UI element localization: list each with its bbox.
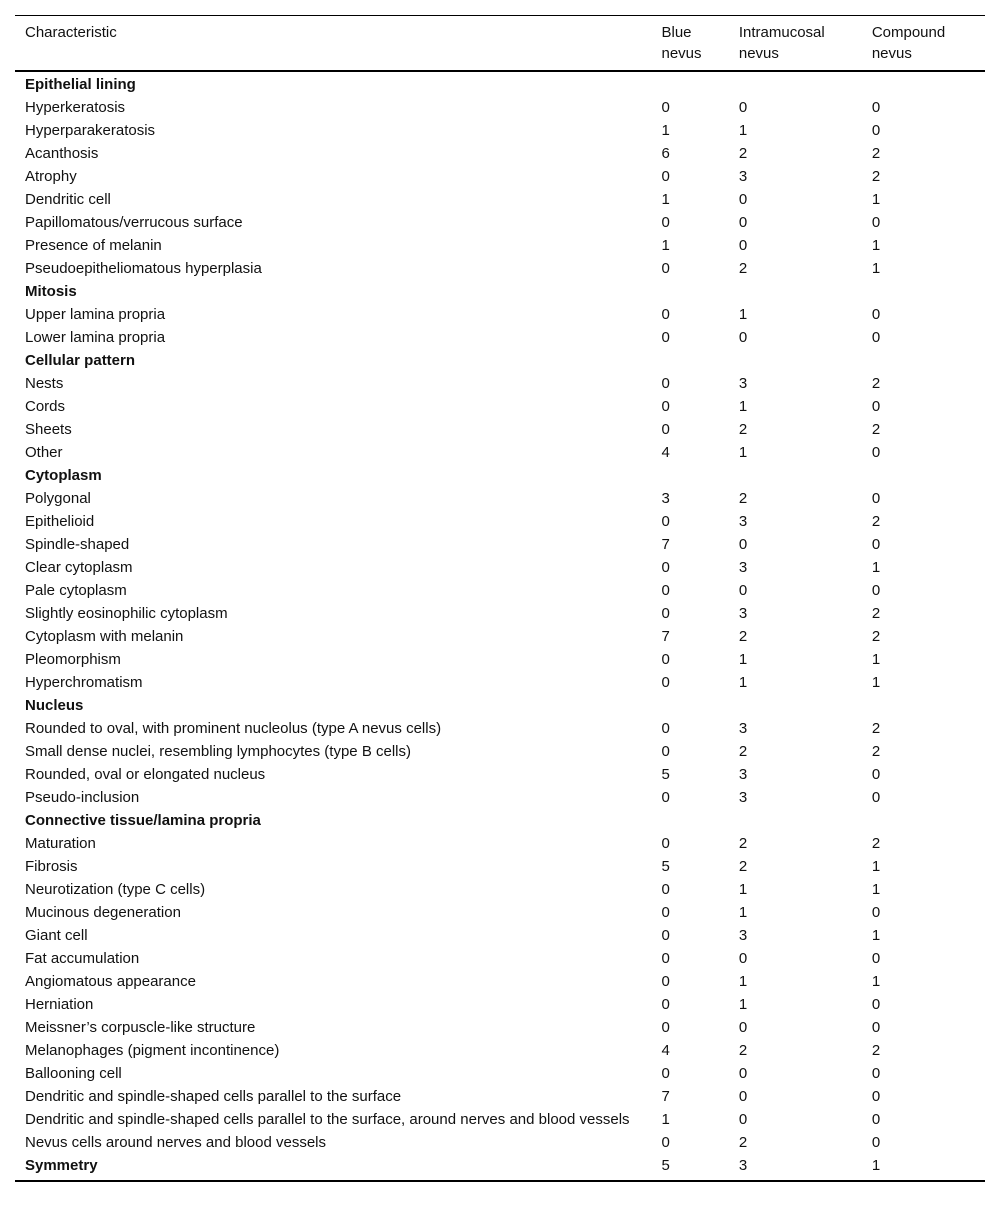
blue-nevus-cell: 0 (661, 513, 670, 530)
compound-nevus-cell: 0 (871, 904, 881, 921)
compound-nevus-cell: 2 (871, 605, 881, 622)
intramucosal-nevus-cell: 2 (738, 858, 748, 875)
characteristic-cell: Neurotization (type C cells) (25, 881, 206, 898)
blue-nevus-cell: 1 (661, 122, 670, 139)
intramucosal-nevus-cell (729, 349, 862, 372)
blue-nevus-cell: 0 (661, 927, 670, 944)
table-row (15, 533, 985, 556)
intramucosal-nevus-cell: 2 (738, 145, 748, 162)
table-body (15, 71, 985, 1181)
characteristic-cell: Spindle-shaped (25, 536, 130, 553)
blue-nevus-cell: 0 (661, 582, 670, 599)
compound-nevus-cell: 2 (871, 1042, 881, 1059)
compound-nevus-cell: 1 (871, 927, 881, 944)
intramucosal-nevus-cell: 1 (738, 973, 748, 990)
section-header-row (15, 809, 985, 832)
intramucosal-nevus-cell: 3 (738, 513, 748, 530)
blue-nevus-cell: 7 (661, 1088, 670, 1105)
table-row (15, 1131, 985, 1154)
table-row (15, 993, 985, 1016)
intramucosal-nevus-cell: 3 (738, 766, 748, 783)
section-title: Symmetry (25, 1157, 98, 1174)
blue-nevus-cell: 1 (661, 237, 670, 254)
compound-nevus-cell: 0 (871, 490, 881, 507)
header-intramucosal-nevus: Intramucosal nevus (738, 24, 825, 62)
characteristic-cell: Clear cytoplasm (25, 559, 133, 576)
table-row (15, 579, 985, 602)
blue-nevus-cell: 3 (661, 490, 670, 507)
blue-nevus-cell: 0 (661, 1134, 670, 1151)
compound-nevus-cell: 0 (871, 996, 881, 1013)
compound-nevus-cell: 1 (871, 559, 881, 576)
blue-nevus-cell: 0 (661, 996, 670, 1013)
compound-nevus-cell: 1 (871, 881, 881, 898)
characteristic-cell: Giant cell (25, 927, 88, 944)
compound-nevus-cell: 0 (871, 766, 881, 783)
intramucosal-nevus-cell (729, 809, 862, 832)
characteristic-cell: Hyperparakeratosis (25, 122, 156, 139)
characteristic-cell: Angiomatous appearance (25, 973, 196, 990)
characteristic-cell: Fibrosis (25, 858, 78, 875)
compound-nevus-cell: 0 (871, 214, 881, 231)
intramucosal-nevus-cell: 3 (738, 168, 748, 185)
header-blue-nevus: Blue nevus (661, 24, 702, 62)
intramucosal-nevus-cell: 2 (738, 628, 748, 645)
intramucosal-nevus-cell (729, 464, 862, 487)
characteristic-cell: Lower lamina propria (25, 329, 166, 346)
table-row (15, 441, 985, 464)
compound-nevus-cell: 0 (871, 1134, 881, 1151)
blue-nevus-cell: 5 (661, 766, 670, 783)
section-title: Cellular pattern (25, 352, 136, 369)
table-row (15, 602, 985, 625)
characteristic-cell: Meissner’s corpuscle-like structure (25, 1019, 256, 1036)
characteristic-cell: Atrophy (25, 168, 77, 185)
table-row (15, 326, 985, 349)
section-title: Cytoplasm (25, 467, 102, 484)
section-header-row (15, 464, 985, 487)
intramucosal-nevus-cell: 0 (738, 1111, 748, 1128)
blue-nevus-cell: 0 (661, 260, 670, 277)
blue-nevus-cell: 7 (661, 536, 670, 553)
table-row (15, 970, 985, 993)
compound-nevus-cell: 1 (871, 651, 881, 668)
characteristic-cell: Papillomatous/verrucous surface (25, 214, 243, 231)
intramucosal-nevus-cell: 3 (738, 605, 748, 622)
characteristic-cell: Cytoplasm with melanin (25, 628, 184, 645)
table-row (15, 1039, 985, 1062)
table-row (15, 717, 985, 740)
characteristic-cell: Herniation (25, 996, 94, 1013)
table-row (15, 188, 985, 211)
characteristic-cell: Dendritic and spindle-shaped cells parallel to the surface, around nerves and blood vessels (25, 1111, 630, 1128)
compound-nevus-cell: 1 (871, 858, 881, 875)
blue-nevus-cell: 5 (661, 1157, 670, 1174)
blue-nevus-cell: 0 (661, 904, 670, 921)
characteristic-cell: Ballooning cell (25, 1065, 122, 1082)
characteristic-cell: Pale cytoplasm (25, 582, 127, 599)
table-row (15, 165, 985, 188)
intramucosal-nevus-cell: 2 (738, 835, 748, 852)
intramucosal-nevus-cell: 0 (738, 214, 748, 231)
intramucosal-nevus-cell: 2 (738, 490, 748, 507)
section-header-row (15, 280, 985, 303)
table-row (15, 395, 985, 418)
characteristic-cell: Polygonal (25, 490, 91, 507)
compound-nevus-cell: 0 (871, 444, 881, 461)
blue-nevus-cell: 7 (661, 628, 670, 645)
intramucosal-nevus-cell: 0 (738, 582, 748, 599)
blue-nevus-cell: 4 (661, 1042, 670, 1059)
header-characteristic: Characteristic (25, 24, 117, 41)
compound-nevus-cell: 0 (871, 789, 881, 806)
table-row (15, 1085, 985, 1108)
characteristic-cell: Sheets (25, 421, 72, 438)
table-row (15, 234, 985, 257)
table-row (15, 763, 985, 786)
characteristic-cell: Acanthosis (25, 145, 99, 162)
characteristic-cell: Mucinous degeneration (25, 904, 181, 921)
intramucosal-nevus-cell: 1 (738, 122, 748, 139)
blue-nevus-cell: 0 (661, 99, 670, 116)
compound-nevus-cell: 2 (871, 743, 881, 760)
characteristic-cell: Dendritic and spindle-shaped cells parallel to the surface (25, 1088, 402, 1105)
table-row (15, 418, 985, 441)
characteristic-cell: Presence of melanin (25, 237, 162, 254)
header-compound-nevus: Compound nevus (871, 24, 946, 62)
compound-nevus-cell (862, 464, 985, 487)
blue-nevus-cell: 1 (661, 191, 670, 208)
characteristic-cell: Hyperkeratosis (25, 99, 126, 116)
intramucosal-nevus-cell: 2 (738, 260, 748, 277)
blue-nevus-cell: 0 (661, 1065, 670, 1082)
table-row (15, 96, 985, 119)
characteristic-cell: Melanophages (pigment incontinence) (25, 1042, 280, 1059)
intramucosal-nevus-cell (729, 71, 862, 96)
compound-nevus-cell: 0 (871, 1111, 881, 1128)
intramucosal-nevus-cell: 0 (738, 1065, 748, 1082)
compound-nevus-cell: 2 (871, 720, 881, 737)
compound-nevus-cell: 0 (871, 99, 881, 116)
blue-nevus-cell (651, 694, 728, 717)
table-row (15, 142, 985, 165)
table-row (15, 648, 985, 671)
table-row (15, 832, 985, 855)
table-row (15, 786, 985, 809)
intramucosal-nevus-cell (729, 280, 862, 303)
intramucosal-nevus-cell: 1 (738, 398, 748, 415)
intramucosal-nevus-cell: 2 (738, 1134, 748, 1151)
table-row (15, 211, 985, 234)
blue-nevus-cell: 0 (661, 168, 670, 185)
compound-nevus-cell: 1 (871, 674, 881, 691)
intramucosal-nevus-cell: 0 (738, 191, 748, 208)
intramucosal-nevus-cell: 3 (738, 559, 748, 576)
header-row (15, 16, 985, 72)
compound-nevus-cell: 2 (871, 835, 881, 852)
intramucosal-nevus-cell: 0 (738, 1019, 748, 1036)
compound-nevus-cell: 0 (871, 1088, 881, 1105)
intramucosal-nevus-cell: 1 (738, 881, 748, 898)
table-row (15, 947, 985, 970)
characteristic-cell: Rounded, oval or elongated nucleus (25, 766, 266, 783)
compound-nevus-cell: 0 (871, 536, 881, 553)
intramucosal-nevus-cell: 3 (738, 1157, 748, 1174)
blue-nevus-cell: 0 (661, 720, 670, 737)
intramucosal-nevus-cell: 3 (738, 375, 748, 392)
blue-nevus-cell: 0 (661, 329, 670, 346)
section-title: Mitosis (25, 283, 77, 300)
section-title: Epithelial lining (25, 76, 136, 93)
characteristic-cell: Pseudoepitheliomatous hyperplasia (25, 260, 262, 277)
intramucosal-nevus-cell: 2 (738, 743, 748, 760)
compound-nevus-cell: 1 (871, 191, 881, 208)
table-header (15, 16, 985, 72)
intramucosal-nevus-cell: 1 (738, 444, 748, 461)
compound-nevus-cell: 2 (871, 168, 881, 185)
intramucosal-nevus-cell: 3 (738, 789, 748, 806)
characteristic-cell: Cords (25, 398, 66, 415)
blue-nevus-cell: 6 (661, 145, 670, 162)
compound-nevus-cell (862, 71, 985, 96)
histology-characteristics-table (15, 15, 985, 1182)
table-row (15, 1108, 985, 1131)
section-title: Nucleus (25, 697, 84, 714)
characteristic-cell: Pleomorphism (25, 651, 121, 668)
compound-nevus-cell: 2 (871, 513, 881, 530)
compound-nevus-cell: 1 (871, 237, 881, 254)
compound-nevus-cell: 2 (871, 628, 881, 645)
table-row (15, 671, 985, 694)
intramucosal-nevus-cell: 0 (738, 99, 748, 116)
blue-nevus-cell: 0 (661, 1019, 670, 1036)
intramucosal-nevus-cell (729, 694, 862, 717)
intramucosal-nevus-cell: 1 (738, 996, 748, 1013)
blue-nevus-cell (651, 464, 728, 487)
blue-nevus-cell: 0 (661, 605, 670, 622)
compound-nevus-cell (862, 694, 985, 717)
blue-nevus-cell: 0 (661, 214, 670, 231)
characteristic-cell: Maturation (25, 835, 96, 852)
blue-nevus-cell: 1 (661, 1111, 670, 1128)
compound-nevus-cell: 1 (871, 260, 881, 277)
table-row (15, 1062, 985, 1085)
compound-nevus-cell: 0 (871, 122, 881, 139)
compound-nevus-cell: 0 (871, 398, 881, 415)
blue-nevus-cell (651, 809, 728, 832)
intramucosal-nevus-cell: 2 (738, 1042, 748, 1059)
compound-nevus-cell: 2 (871, 375, 881, 392)
blue-nevus-cell: 5 (661, 858, 670, 875)
blue-nevus-cell: 0 (661, 306, 670, 323)
section-title: Connective tissue/lamina propria (25, 812, 261, 829)
blue-nevus-cell (651, 349, 728, 372)
table-row (15, 625, 985, 648)
characteristic-cell: Upper lamina propria (25, 306, 166, 323)
blue-nevus-cell: 0 (661, 651, 670, 668)
intramucosal-nevus-cell: 1 (738, 306, 748, 323)
compound-nevus-cell: 0 (871, 1019, 881, 1036)
table-row (15, 372, 985, 395)
compound-nevus-cell: 1 (871, 973, 881, 990)
characteristic-cell: Epithelioid (25, 513, 95, 530)
characteristic-cell: Nevus cells around nerves and blood vessels (25, 1134, 327, 1151)
compound-nevus-cell: 0 (871, 950, 881, 967)
section-header-row (15, 694, 985, 717)
compound-nevus-cell: 0 (871, 306, 881, 323)
table-row (15, 740, 985, 763)
intramucosal-nevus-cell: 0 (738, 237, 748, 254)
blue-nevus-cell: 4 (661, 444, 670, 461)
compound-nevus-cell (862, 809, 985, 832)
compound-nevus-cell: 0 (871, 329, 881, 346)
table-row (15, 487, 985, 510)
characteristic-cell: Rounded to oval, with prominent nucleolus (type A nevus cells) (25, 720, 442, 737)
characteristic-cell: Other (25, 444, 63, 461)
blue-nevus-cell: 0 (661, 421, 670, 438)
section-header-row (15, 71, 985, 96)
characteristic-cell: Nests (25, 375, 64, 392)
table-row (15, 924, 985, 947)
intramucosal-nevus-cell: 2 (738, 421, 748, 438)
characteristic-cell: Hyperchromatism (25, 674, 143, 691)
compound-nevus-cell (862, 349, 985, 372)
blue-nevus-cell: 0 (661, 973, 670, 990)
blue-nevus-cell (651, 71, 728, 96)
compound-nevus-cell: 0 (871, 1065, 881, 1082)
section-header-row (15, 349, 985, 372)
blue-nevus-cell: 0 (661, 743, 670, 760)
table-row (15, 1016, 985, 1039)
intramucosal-nevus-cell: 3 (738, 720, 748, 737)
intramucosal-nevus-cell: 1 (738, 651, 748, 668)
table-row (15, 878, 985, 901)
characteristic-cell: Small dense nuclei, resembling lymphocytes (type B cells) (25, 743, 411, 760)
blue-nevus-cell: 0 (661, 559, 670, 576)
compound-nevus-cell (862, 280, 985, 303)
table-row (15, 119, 985, 142)
intramucosal-nevus-cell: 0 (738, 329, 748, 346)
characteristic-cell: Fat accumulation (25, 950, 140, 967)
intramucosal-nevus-cell: 0 (738, 950, 748, 967)
blue-nevus-cell: 0 (661, 881, 670, 898)
characteristic-cell: Slightly eosinophilic cytoplasm (25, 605, 228, 622)
blue-nevus-cell: 0 (661, 674, 670, 691)
histology-table-container (15, 15, 985, 1182)
intramucosal-nevus-cell: 0 (738, 1088, 748, 1105)
blue-nevus-cell: 0 (661, 375, 670, 392)
table-row (15, 257, 985, 280)
characteristic-cell: Dendritic cell (25, 191, 111, 208)
blue-nevus-cell (651, 280, 728, 303)
intramucosal-nevus-cell: 1 (738, 674, 748, 691)
intramucosal-nevus-cell: 3 (738, 927, 748, 944)
table-row (15, 303, 985, 326)
blue-nevus-cell: 0 (661, 835, 670, 852)
blue-nevus-cell: 0 (661, 398, 670, 415)
section-header-row (15, 1154, 985, 1181)
blue-nevus-cell: 0 (661, 789, 670, 806)
table-row (15, 510, 985, 533)
table-row (15, 901, 985, 924)
table-row (15, 556, 985, 579)
compound-nevus-cell: 1 (871, 1157, 881, 1174)
table-row (15, 855, 985, 878)
characteristic-cell: Pseudo-inclusion (25, 789, 140, 806)
blue-nevus-cell: 0 (661, 950, 670, 967)
compound-nevus-cell: 2 (871, 145, 881, 162)
intramucosal-nevus-cell: 0 (738, 536, 748, 553)
intramucosal-nevus-cell: 1 (738, 904, 748, 921)
compound-nevus-cell: 0 (871, 582, 881, 599)
compound-nevus-cell: 2 (871, 421, 881, 438)
